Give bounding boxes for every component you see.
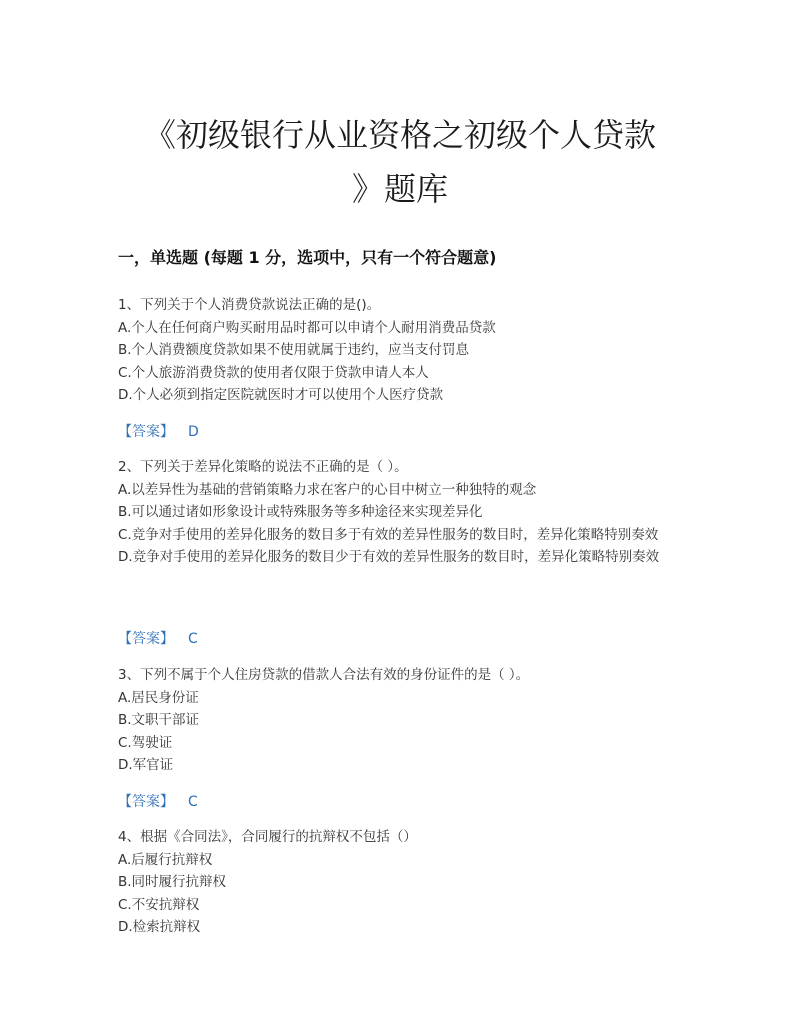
option-b: B.个人消费额度贷款如果不使用就属于违约，应当支付罚息 [118,342,470,358]
option-d: D.军官证 [118,757,174,773]
question-stem: 1、下列关于个人消费贷款说法正确的是()。 [118,297,381,313]
answer-value: C [188,794,198,810]
option-a: A.后履行抗辩权 [118,851,213,868]
document-title [100,108,700,216]
answer-label: 【答案】 [118,794,174,810]
option-c: C.驾驶证 [118,734,173,751]
option-b: B.可以通过诸如形象设计或特殊服务等多种途径来实现差异化 [118,504,483,520]
answer-value: D [188,424,199,440]
question-3 [118,664,688,777]
option-b: B.同时履行抗辩权 [118,874,227,890]
section-heading: 一，单选题 (每题 1 分，选项中，只有一个符合题意) [118,248,497,267]
option-d: D.检索抗辩权 [118,919,201,935]
option-b: B.文职干部证 [118,712,200,728]
question-stem: 3、下列不属于个人住房贷款的借款人合法有效的身份证件的是（ ）。 [118,667,530,683]
question-2 [118,456,688,569]
question-stem: 4、根据《合同法》，合同履行的抗辩权不包括（） [118,829,417,845]
option-a: A.居民身份证 [118,689,199,706]
option-c: C.竞争对手使用的差异化服务的数目多于有效的差异性服务的数目时，差异化策略特别奏效 [118,526,659,543]
answer-label: 【答案】 [118,424,174,440]
title-line-1: 《初级银行从业资格之初级个人贷款 [143,116,656,154]
option-c: C.个人旅游消费贷款的使用者仅限于贷款申请人本人 [118,364,429,381]
question-1 [118,294,688,407]
answer-3 [118,791,198,811]
question-stem: 2、下列关于差异化策略的说法不正确的是（ ）。 [118,459,408,475]
option-d: D.竞争对手使用的差异化服务的数目少于有效的差异性服务的数目时，差异化策略特别奏效 [118,549,660,565]
title-line-2: 》题库 [351,170,448,208]
option-a: A.个人在任何商户购买耐用品时都可以申请个人耐用消费品贷款 [118,319,496,336]
question-4 [118,826,688,939]
option-a: A.以差异性为基础的营销策略力求在客户的心目中树立一种独特的观念 [118,481,537,498]
answer-label: 【答案】 [118,631,174,647]
answer-value: C [188,631,198,647]
option-c: C.不安抗辩权 [118,896,200,913]
answer-1 [118,421,199,441]
option-d: D.个人必须到指定医院就医时才可以使用个人医疗贷款 [118,387,444,403]
answer-2 [118,628,198,648]
